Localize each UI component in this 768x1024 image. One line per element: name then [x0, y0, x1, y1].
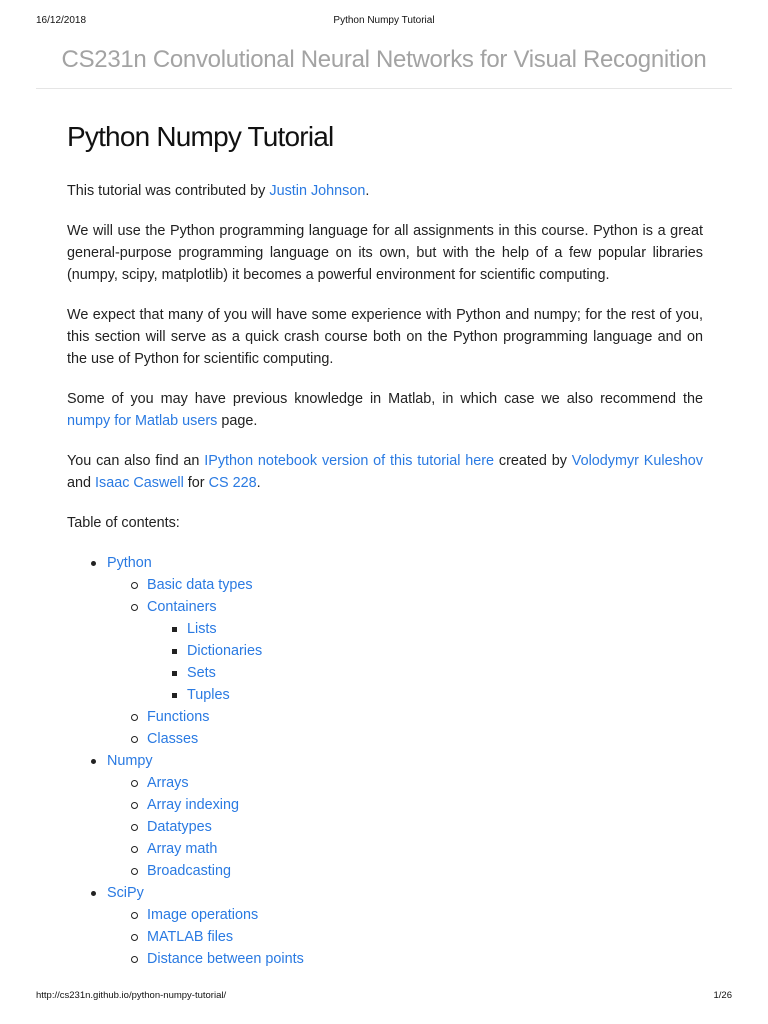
- toc-link-python[interactable]: Python: [107, 555, 152, 571]
- toc-item-containers: [107, 596, 703, 706]
- circle-bullet-icon: [131, 846, 138, 853]
- volodymyr-kuleshov-link[interactable]: Volodymyr Kuleshov: [571, 453, 703, 469]
- toc-item-array-indexing: [107, 794, 703, 816]
- toc-item-distance-between-points: [107, 948, 703, 970]
- toc-link-basic-data-types[interactable]: Basic data types: [147, 577, 253, 593]
- toc-item-datatypes: [107, 816, 703, 838]
- toc-link-dictionaries[interactable]: Dictionaries: [187, 643, 263, 659]
- toc-item-matlab-files: [107, 926, 703, 948]
- toc-item-lists: [147, 618, 703, 640]
- experience-paragraph: We expect that many of you will have some experience with Python and numpy; for the rest of you, this section will serve as a quick crash course both on the Python programming language and on the use of Python for scientific computing.: [67, 307, 703, 367]
- ipython-notebook-link[interactable]: IPython notebook version of this tutorial here: [204, 453, 495, 469]
- table-of-contents: [67, 552, 703, 970]
- circle-bullet-icon: [131, 604, 138, 611]
- square-bullet-icon: [172, 649, 177, 654]
- justin-johnson-link[interactable]: Justin Johnson: [269, 183, 366, 199]
- circle-bullet-icon: [131, 736, 138, 743]
- toc-item-python: [67, 552, 703, 750]
- matlab-text: Some of you may have previous knowledge in Matlab, in which case we also recommend the: [67, 391, 703, 407]
- square-bullet-icon: [172, 627, 177, 632]
- toc-item-scipy: [67, 882, 703, 970]
- toc-item-classes: [107, 728, 703, 750]
- print-footer: [36, 990, 732, 1004]
- site-title-link[interactable]: CS231n Convolutional Neural Networks for Visual Recognition: [61, 46, 707, 73]
- circle-bullet-icon: [131, 802, 138, 809]
- toc-link-tuples[interactable]: Tuples: [187, 687, 230, 703]
- contributor-paragraph: [67, 180, 703, 202]
- print-header: [36, 15, 732, 31]
- circle-bullet-icon: [131, 868, 138, 875]
- circle-bullet-icon: [131, 824, 138, 831]
- toc-link-scipy[interactable]: SciPy: [107, 885, 144, 901]
- contributor-text: This tutorial was contributed by: [67, 183, 270, 199]
- matlab-paragraph: [67, 388, 703, 432]
- toc-item-functions: [107, 706, 703, 728]
- toc-item-image-operations: [107, 904, 703, 926]
- circle-bullet-icon: [131, 912, 138, 919]
- toc-link-broadcasting[interactable]: Broadcasting: [147, 863, 231, 879]
- toc-item-dictionaries: [147, 640, 703, 662]
- site-header: [36, 44, 732, 89]
- cs228-link[interactable]: CS 228: [208, 475, 257, 491]
- article-content: [67, 118, 703, 970]
- toc-link-lists[interactable]: Lists: [187, 621, 217, 637]
- notebook-text-5: .: [256, 475, 261, 491]
- toc-link-matlab-files[interactable]: MATLAB files: [147, 929, 234, 945]
- circle-bullet-icon: [131, 714, 138, 721]
- disc-bullet-icon: [91, 891, 96, 896]
- notebook-text-4: for: [183, 475, 209, 491]
- page-number: 1/26: [713, 990, 732, 1001]
- disc-bullet-icon: [91, 561, 96, 566]
- toc-link-sets[interactable]: Sets: [187, 665, 216, 681]
- toc-link-containers[interactable]: Containers: [147, 599, 217, 615]
- print-doc-title: Python Numpy Tutorial: [333, 15, 435, 26]
- contributor-end: .: [365, 183, 370, 199]
- toc-link-classes[interactable]: Classes: [147, 731, 199, 747]
- toc-containers-sublist: [147, 618, 703, 706]
- circle-bullet-icon: [131, 956, 138, 963]
- notebook-paragraph: [67, 450, 703, 494]
- numpy-for-matlab-link[interactable]: numpy for Matlab users: [67, 413, 218, 429]
- toc-item-numpy: [67, 750, 703, 882]
- circle-bullet-icon: [131, 934, 138, 941]
- square-bullet-icon: [172, 671, 177, 676]
- toc-label: Table of contents:: [67, 515, 180, 531]
- page-title: Python Numpy Tutorial: [67, 121, 334, 152]
- toc-scipy-sublist: [107, 904, 703, 970]
- notebook-text-3: and: [67, 475, 96, 491]
- isaac-caswell-link[interactable]: Isaac Caswell: [95, 475, 184, 491]
- toc-link-functions[interactable]: Functions: [147, 709, 210, 725]
- circle-bullet-icon: [131, 780, 138, 787]
- print-url: http://cs231n.github.io/python-numpy-tutorial/: [36, 990, 227, 1001]
- toc-link-image-operations[interactable]: Image operations: [147, 907, 259, 923]
- toc-python-sublist: [107, 574, 703, 750]
- toc-item-array-math: [107, 838, 703, 860]
- toc-item-sets: [147, 662, 703, 684]
- toc-item-arrays: [107, 772, 703, 794]
- square-bullet-icon: [172, 693, 177, 698]
- print-date: 16/12/2018: [36, 15, 87, 26]
- toc-link-numpy[interactable]: Numpy: [107, 753, 153, 769]
- disc-bullet-icon: [91, 759, 96, 764]
- intro-paragraph: We will use the Python programming language for all assignments in this course. Python is a great general-purpose programming language on its own, but with the help of a few popular libraries (numpy, scipy, matplotlib) it becomes a powerful environment for scientific computing.: [67, 223, 703, 283]
- toc-link-arrays[interactable]: Arrays: [147, 775, 189, 791]
- toc-link-array-math[interactable]: Array math: [147, 841, 218, 857]
- toc-link-array-indexing[interactable]: Array indexing: [147, 797, 239, 813]
- toc-item-tuples: [147, 684, 703, 706]
- toc-link-distance-between-points[interactable]: Distance between points: [147, 951, 304, 967]
- toc-item-basic-data-types: [107, 574, 703, 596]
- notebook-text-1: You can also find an: [67, 453, 205, 469]
- toc-item-broadcasting: [107, 860, 703, 882]
- circle-bullet-icon: [131, 582, 138, 589]
- toc-link-datatypes[interactable]: Datatypes: [147, 819, 212, 835]
- toc-numpy-sublist: [107, 772, 703, 882]
- matlab-end: page.: [217, 413, 258, 429]
- notebook-text-2: created by: [494, 453, 572, 469]
